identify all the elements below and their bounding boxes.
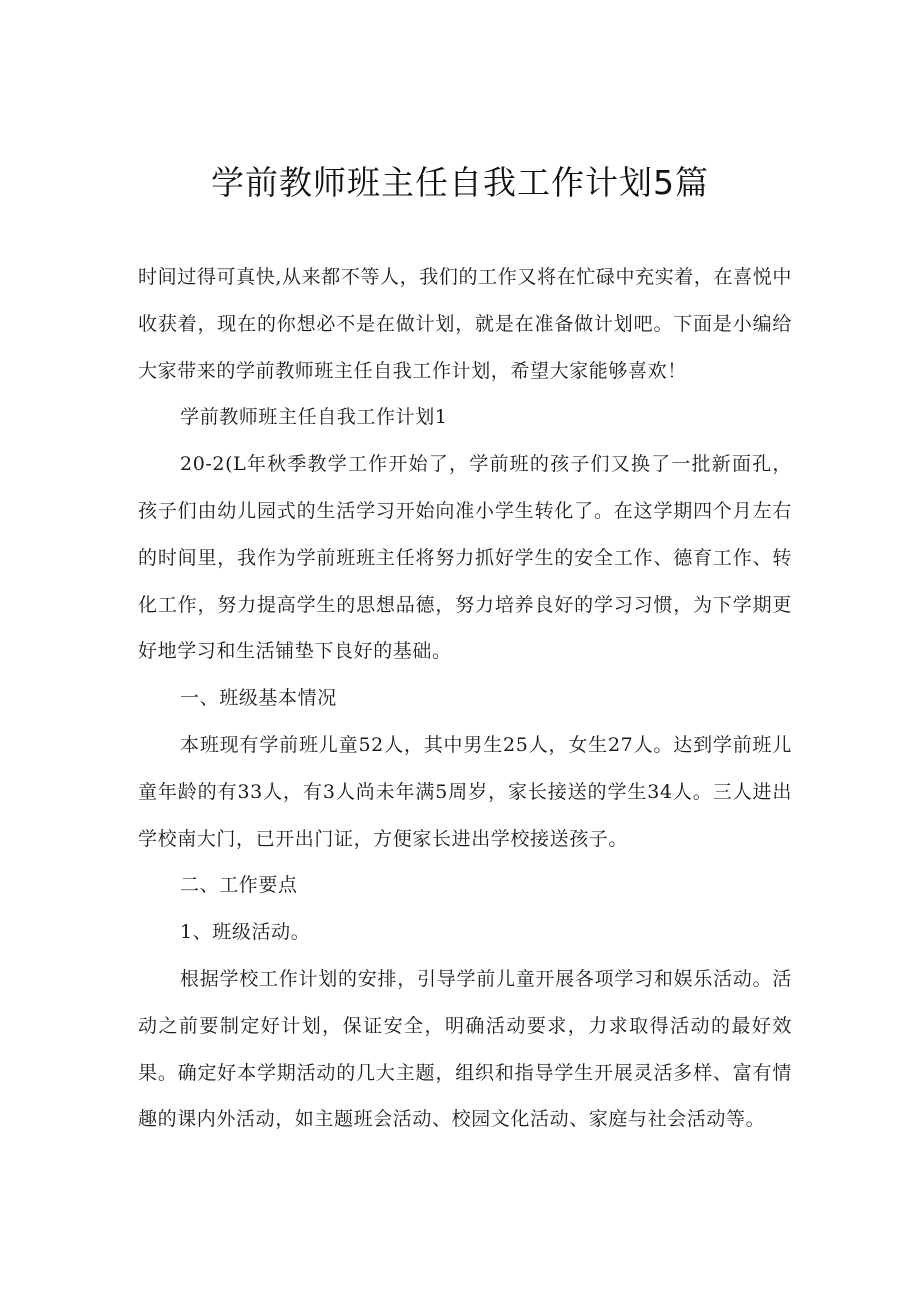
class-activities-paragraph: 根据学校工作计划的安排，引导学前儿童开展各项学习和娱乐活动。活动之前要制定好计划，保证安全，明确活动要求，力求取得活动的最好效果。确定好本学期活动的几大主题，组织和指导学生开展灵活多样、富有情趣的课内外活动，如主题班会活动、校园文化活动、家庭与社会活动等。	[138, 967, 792, 1131]
document-title: 学前教师班主任自我工作计划5篇	[211, 163, 709, 202]
intro-paragraph: 时间过得可真快,从来都不等人，我们的工作又将在忙碌中充实着，在喜悦中收获着，现在的你想必不是在做计划，就是在准备做计划吧。下面是小编给大家带来的学前教师班主任自我工作计划，希望大家能够喜欢！	[138, 266, 792, 382]
document-body	[138, 254, 792, 1143]
subheading-class-activities: 1、班级活动。	[180, 921, 311, 944]
section-heading-plan-1: 学前教师班主任自我工作计划1	[180, 406, 448, 429]
plan-1-paragraph: 20-2(L年秋季教学工作开始了，学前班的孩子们又换了一批新面孔，孩子们由幼儿园式的生活学习开始向准小学生转化了。在这学期四个月左右的时间里，我作为学前班班主任将努力抓好学生的安全工作、德育工作、转化工作，努力提高学生的思想品德，努力培养良好的学习习惯，为下学期更好地学习和生活铺垫下良好的基础。	[138, 453, 792, 663]
section-heading-work-points: 二、工作要点	[180, 874, 298, 897]
class-basics-paragraph: 本班现有学前班儿童52人，其中男生25人，女生27人。达到学前班儿童年龄的有33人，有3人尚未年满5周岁，家长接送的学生34人。三人进出学校南大门，已开出门证，方便家长进出学校接送孩子。	[138, 733, 792, 850]
section-heading-class-basics: 一、班级基本情况	[180, 687, 337, 710]
